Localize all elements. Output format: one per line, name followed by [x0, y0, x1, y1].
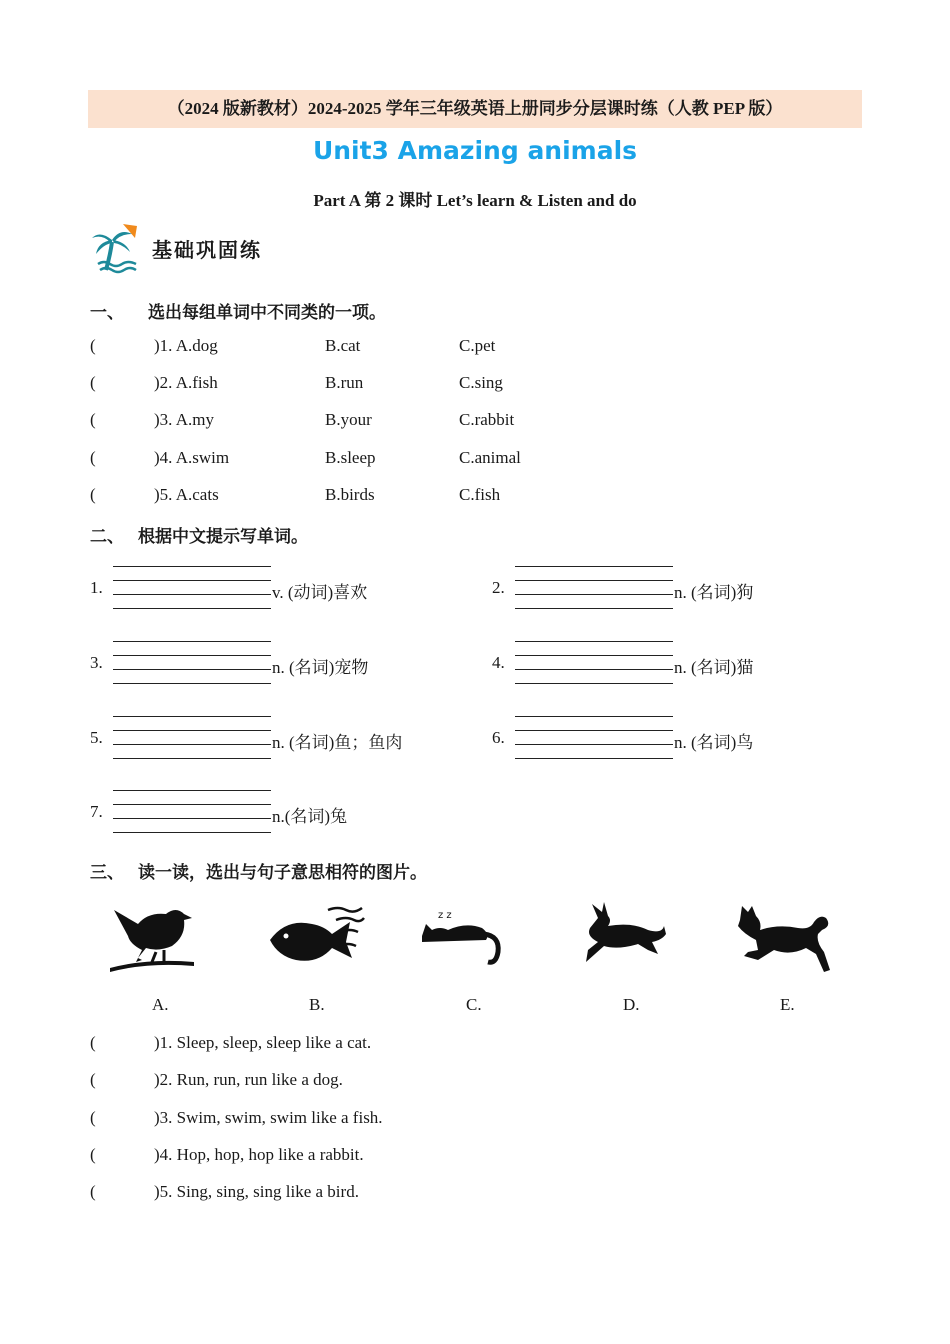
part1-number: 一、: [90, 303, 124, 322]
answer-blank[interactable]: (: [90, 1070, 96, 1089]
part3-number: 三、: [90, 863, 124, 882]
item-number: 5.: [90, 728, 103, 747]
answer-blank[interactable]: (: [90, 1145, 96, 1164]
item-number: 4.: [492, 653, 505, 672]
option-a: )2. A.fish: [154, 373, 218, 392]
bird-icon: [108, 900, 198, 975]
option-a: )4. A.swim: [154, 448, 230, 467]
sentence: )5. Sing, sing, sing like a bird.: [154, 1182, 359, 1201]
option-c: C.pet: [459, 336, 496, 355]
item-number: 1.: [90, 578, 103, 597]
picture-label-e: E.: [780, 995, 795, 1014]
answer-blank[interactable]: (: [90, 485, 96, 504]
chinese-hint: n. (名词)鸟: [674, 733, 754, 752]
sentence: )2. Run, run, run like a dog.: [154, 1070, 343, 1089]
chinese-hint: n. (名词)鱼；鱼肉: [272, 733, 403, 752]
lesson-title: Part A 第 2 课时 Let’s learn & Listen and do: [313, 191, 637, 210]
option-a: )3. A.my: [154, 410, 214, 429]
answer-blank[interactable]: (: [90, 1182, 96, 1201]
part1-title: 选出每组单词中不同类的一项。: [148, 303, 386, 322]
header-banner: （2024 版新教材）2024-2025 学年三年级英语上册同步分层课时练（人教 PEP 版）: [88, 90, 862, 128]
part3-heading: [90, 858, 427, 883]
item-number: 3.: [90, 653, 103, 672]
part1-heading: [90, 298, 386, 323]
answer-blank[interactable]: (: [90, 336, 96, 355]
option-c: C.fish: [459, 485, 501, 504]
unit-title: Unit3 Amazing animals: [312, 136, 638, 165]
rabbit-icon: [578, 900, 668, 970]
dog-icon: [734, 900, 834, 978]
sentence: )3. Swim, swim, swim like a fish.: [154, 1108, 383, 1127]
section-title: 基础巩固练: [152, 238, 262, 262]
palm-tree-icon: [90, 222, 140, 274]
chinese-hint: v. (动词)喜欢: [272, 583, 368, 602]
option-c: C.animal: [459, 448, 521, 467]
option-b: B.cat: [325, 336, 361, 355]
part2-heading: [90, 522, 308, 547]
option-c: C.sing: [459, 373, 503, 392]
animal-pictures: [0, 900, 950, 980]
option-a: )5. A.cats: [154, 485, 219, 504]
fish-icon: [266, 900, 366, 970]
part3-title: 读一读，选出与句子意思相符的图片。: [138, 863, 427, 882]
picture-label-b: B.: [309, 995, 325, 1014]
option-b: B.birds: [325, 485, 375, 504]
part2-title: 根据中文提示写单词。: [138, 527, 308, 546]
cat-icon: [416, 900, 506, 970]
option-a: )1. A.dog: [154, 336, 218, 355]
answer-blank[interactable]: (: [90, 1033, 96, 1052]
item-number: 6.: [492, 728, 505, 747]
item-number: 7.: [90, 802, 103, 821]
item-number: 2.: [492, 578, 505, 597]
chinese-hint: n.(名词)兔: [272, 807, 348, 826]
sentence: )4. Hop, hop, hop like a rabbit.: [154, 1145, 364, 1164]
chinese-hint: n. (名词)猫: [674, 658, 754, 677]
answer-blank[interactable]: (: [90, 410, 96, 429]
chinese-hint: n. (名词)宠物: [272, 658, 369, 677]
picture-label-a: A.: [152, 995, 169, 1014]
svg-text:z z: z z: [438, 910, 452, 921]
option-b: B.your: [325, 410, 372, 429]
option-b: B.run: [325, 373, 364, 392]
answer-blank[interactable]: (: [90, 1108, 96, 1127]
option-b: B.sleep: [325, 448, 376, 467]
chinese-hint: n. (名词)狗: [674, 583, 754, 602]
answer-blank[interactable]: (: [90, 373, 96, 392]
answer-blank[interactable]: (: [90, 448, 96, 467]
sentence: )1. Sleep, sleep, sleep like a cat.: [154, 1033, 372, 1052]
part2-number: 二、: [90, 527, 124, 546]
option-c: C.rabbit: [459, 410, 515, 429]
picture-label-d: D.: [623, 995, 640, 1014]
picture-label-c: C.: [466, 995, 482, 1014]
